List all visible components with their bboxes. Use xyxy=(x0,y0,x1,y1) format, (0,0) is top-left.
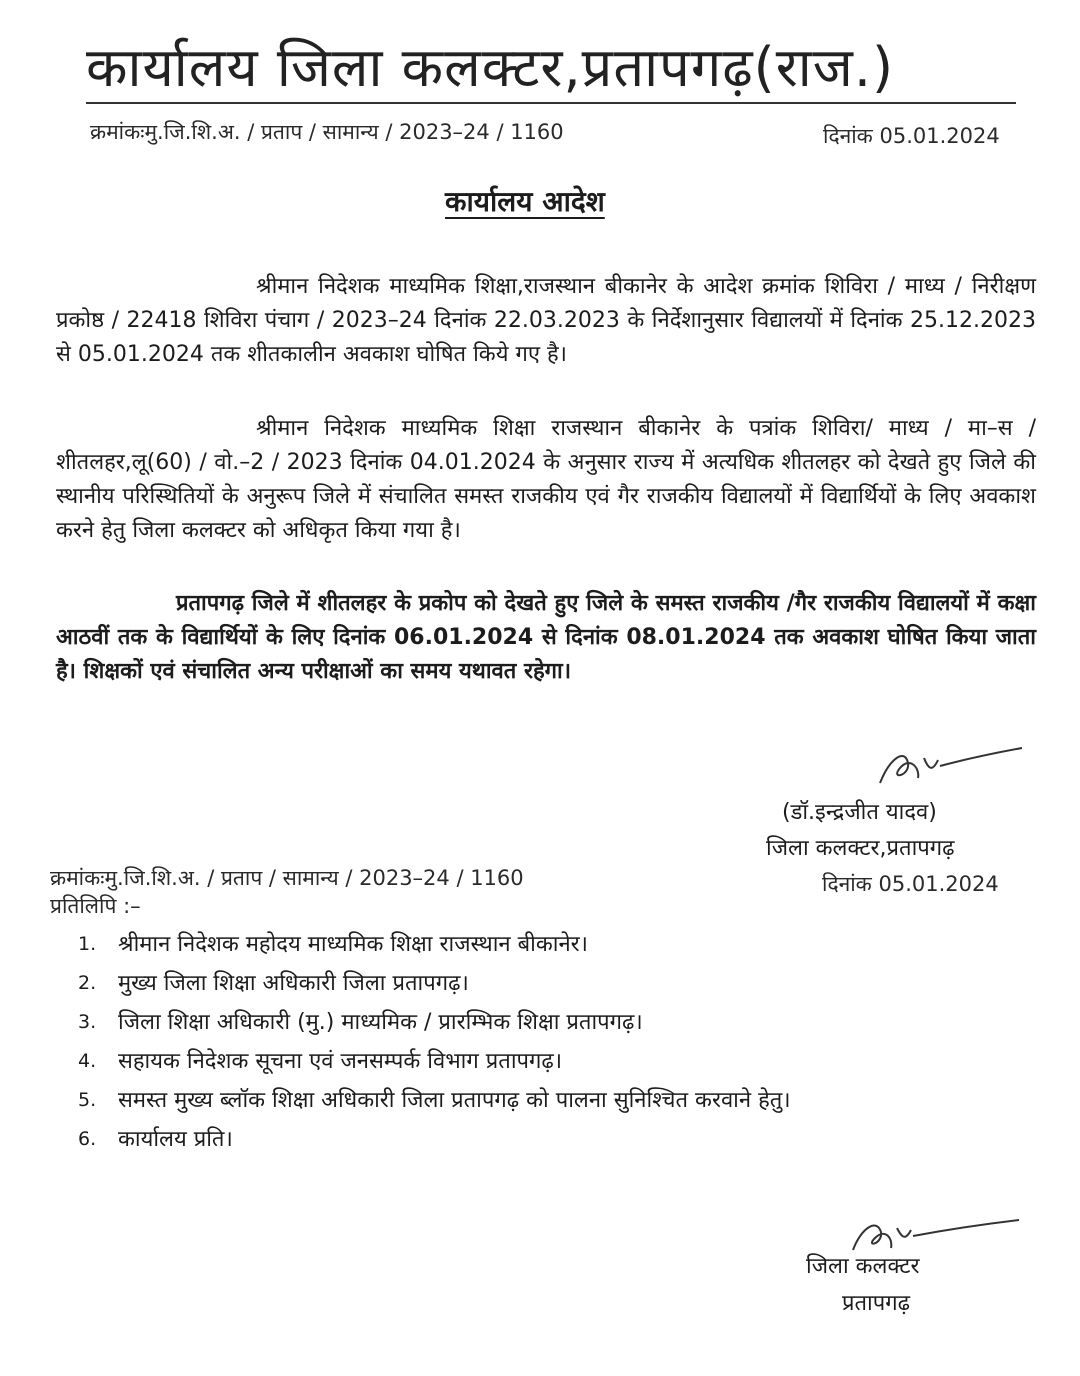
footer-place: प्रतापगढ़ xyxy=(842,1291,911,1316)
list-item-number: 2. xyxy=(78,972,97,994)
signatory-name: (डॉ.इन्द्रजीत यादव) xyxy=(782,800,937,825)
paragraph-2: श्रीमान निदेशक माध्यमिक शिक्षा राजस्थान बीकानेर के पत्रांक शिविरा/ माध्य / मा–स / शीतलहर,लू(60) / वो.–2 / 2023 दिनांक 04.01.2024 के अनुसार राज्य में अत्यधिक शीतलहर को देखते हुए जिले की स्थानीय परिस्थितियों के अनुरूप जिले में संचालित समस्त राजकीय एवं गैर राजकीय विद्यालयों में विद्यार्थियों के लिए अवकाश करने हेतु जिला कलक्टर को अधिकृत किया गया है। xyxy=(56,416,1036,543)
list-item-text: समस्त मुख्य ब्लॉक शिक्षा अधिकारी जिला प्रतापगढ़ को पालना सुनिश्चित करवाने हेतु। xyxy=(118,1088,791,1113)
signatory-date: दिनांक 05.01.2024 xyxy=(822,872,999,896)
list-item xyxy=(78,1042,998,1081)
list-item-number: 3. xyxy=(78,1011,97,1033)
letterhead-title: कार्यालय जिला कलक्टर,प्रतापगढ़(राज.) xyxy=(86,36,895,99)
copy-label: प्रतिलिपि :– xyxy=(50,894,141,918)
list-item-number: 4. xyxy=(78,1050,97,1072)
footer-designation: जिला कलक्टर xyxy=(806,1254,920,1279)
letterhead-divider xyxy=(86,102,1016,104)
list-item-text: कार्यालय प्रति। xyxy=(118,1127,233,1152)
list-item-number: 6. xyxy=(78,1128,97,1150)
signature-mark xyxy=(860,738,1030,798)
paragraph-3: प्रतापगढ़ जिले में शीतलहर के प्रकोप को देखते हुए जिले के समस्त राजकीय /गैर राजकीय विद्यालयों में कक्षा आठवीं तक के विद्यार्थियों के लिए दिनांक 06.01.2024 से दिनांक 08.01.2024 तक अवकाश घोषित किया जाता है। शिक्षकों एवं संचालित अन्य परीक्षाओं का समय यथावत रहेगा। xyxy=(56,591,1036,684)
list-item-text: मुख्य जिला शिक्षा अधिकारी जिला प्रतापगढ़। xyxy=(118,971,469,996)
reference-number: क्रमांकःमु.जि.शि.अ. / प्रताप / सामान्य / 2023–24 / 1160 xyxy=(90,120,564,144)
list-item xyxy=(78,1003,998,1042)
copy-reference-number: क्रमांकःमु.जि.शि.अ. / प्रताप / सामान्य / 2023–24 / 1160 xyxy=(50,866,524,890)
order-title: कार्यालय आदेश xyxy=(445,185,605,218)
list-item xyxy=(78,1120,998,1159)
list-item-number: 5. xyxy=(78,1089,97,1111)
list-item xyxy=(78,964,998,1003)
list-item-text: सहायक निदेशक सूचना एवं जनसम्पर्क विभाग प्रतापगढ़। xyxy=(118,1049,563,1074)
paragraph-1: श्रीमान निदेशक माध्यमिक शिक्षा,राजस्थान बीकानेर के आदेश क्रमांक शिविरा / माध्य / निरीक्षण प्रकोष्ठ / 22418 शिविरा पंचाग / 2023–24 दिनांक 22.03.2023 के निर्देशानुसार विद्यालयों में दिनांक 25.12.2023 से 05.01.2024 तक शीतकालीन अवकाश घोषित किये गए है। xyxy=(56,274,1036,367)
list-item-text: श्रीमान निदेशक महोदय माध्यमिक शिक्षा राजस्थान बीकानेर। xyxy=(118,932,588,957)
list-item-text: जिला शिक्षा अधिकारी (मु.) माध्यमिक / प्रारम्भिक शिक्षा प्रतापगढ़। xyxy=(118,1010,643,1035)
list-item xyxy=(78,1081,998,1120)
signatory-designation: जिला कलक्टर,प्रतापगढ़ xyxy=(766,836,955,861)
list-item-number: 1. xyxy=(78,933,97,955)
reference-date: दिनांक 05.01.2024 xyxy=(823,124,1000,148)
list-item xyxy=(78,925,998,964)
copy-recipient-list xyxy=(78,925,998,1159)
